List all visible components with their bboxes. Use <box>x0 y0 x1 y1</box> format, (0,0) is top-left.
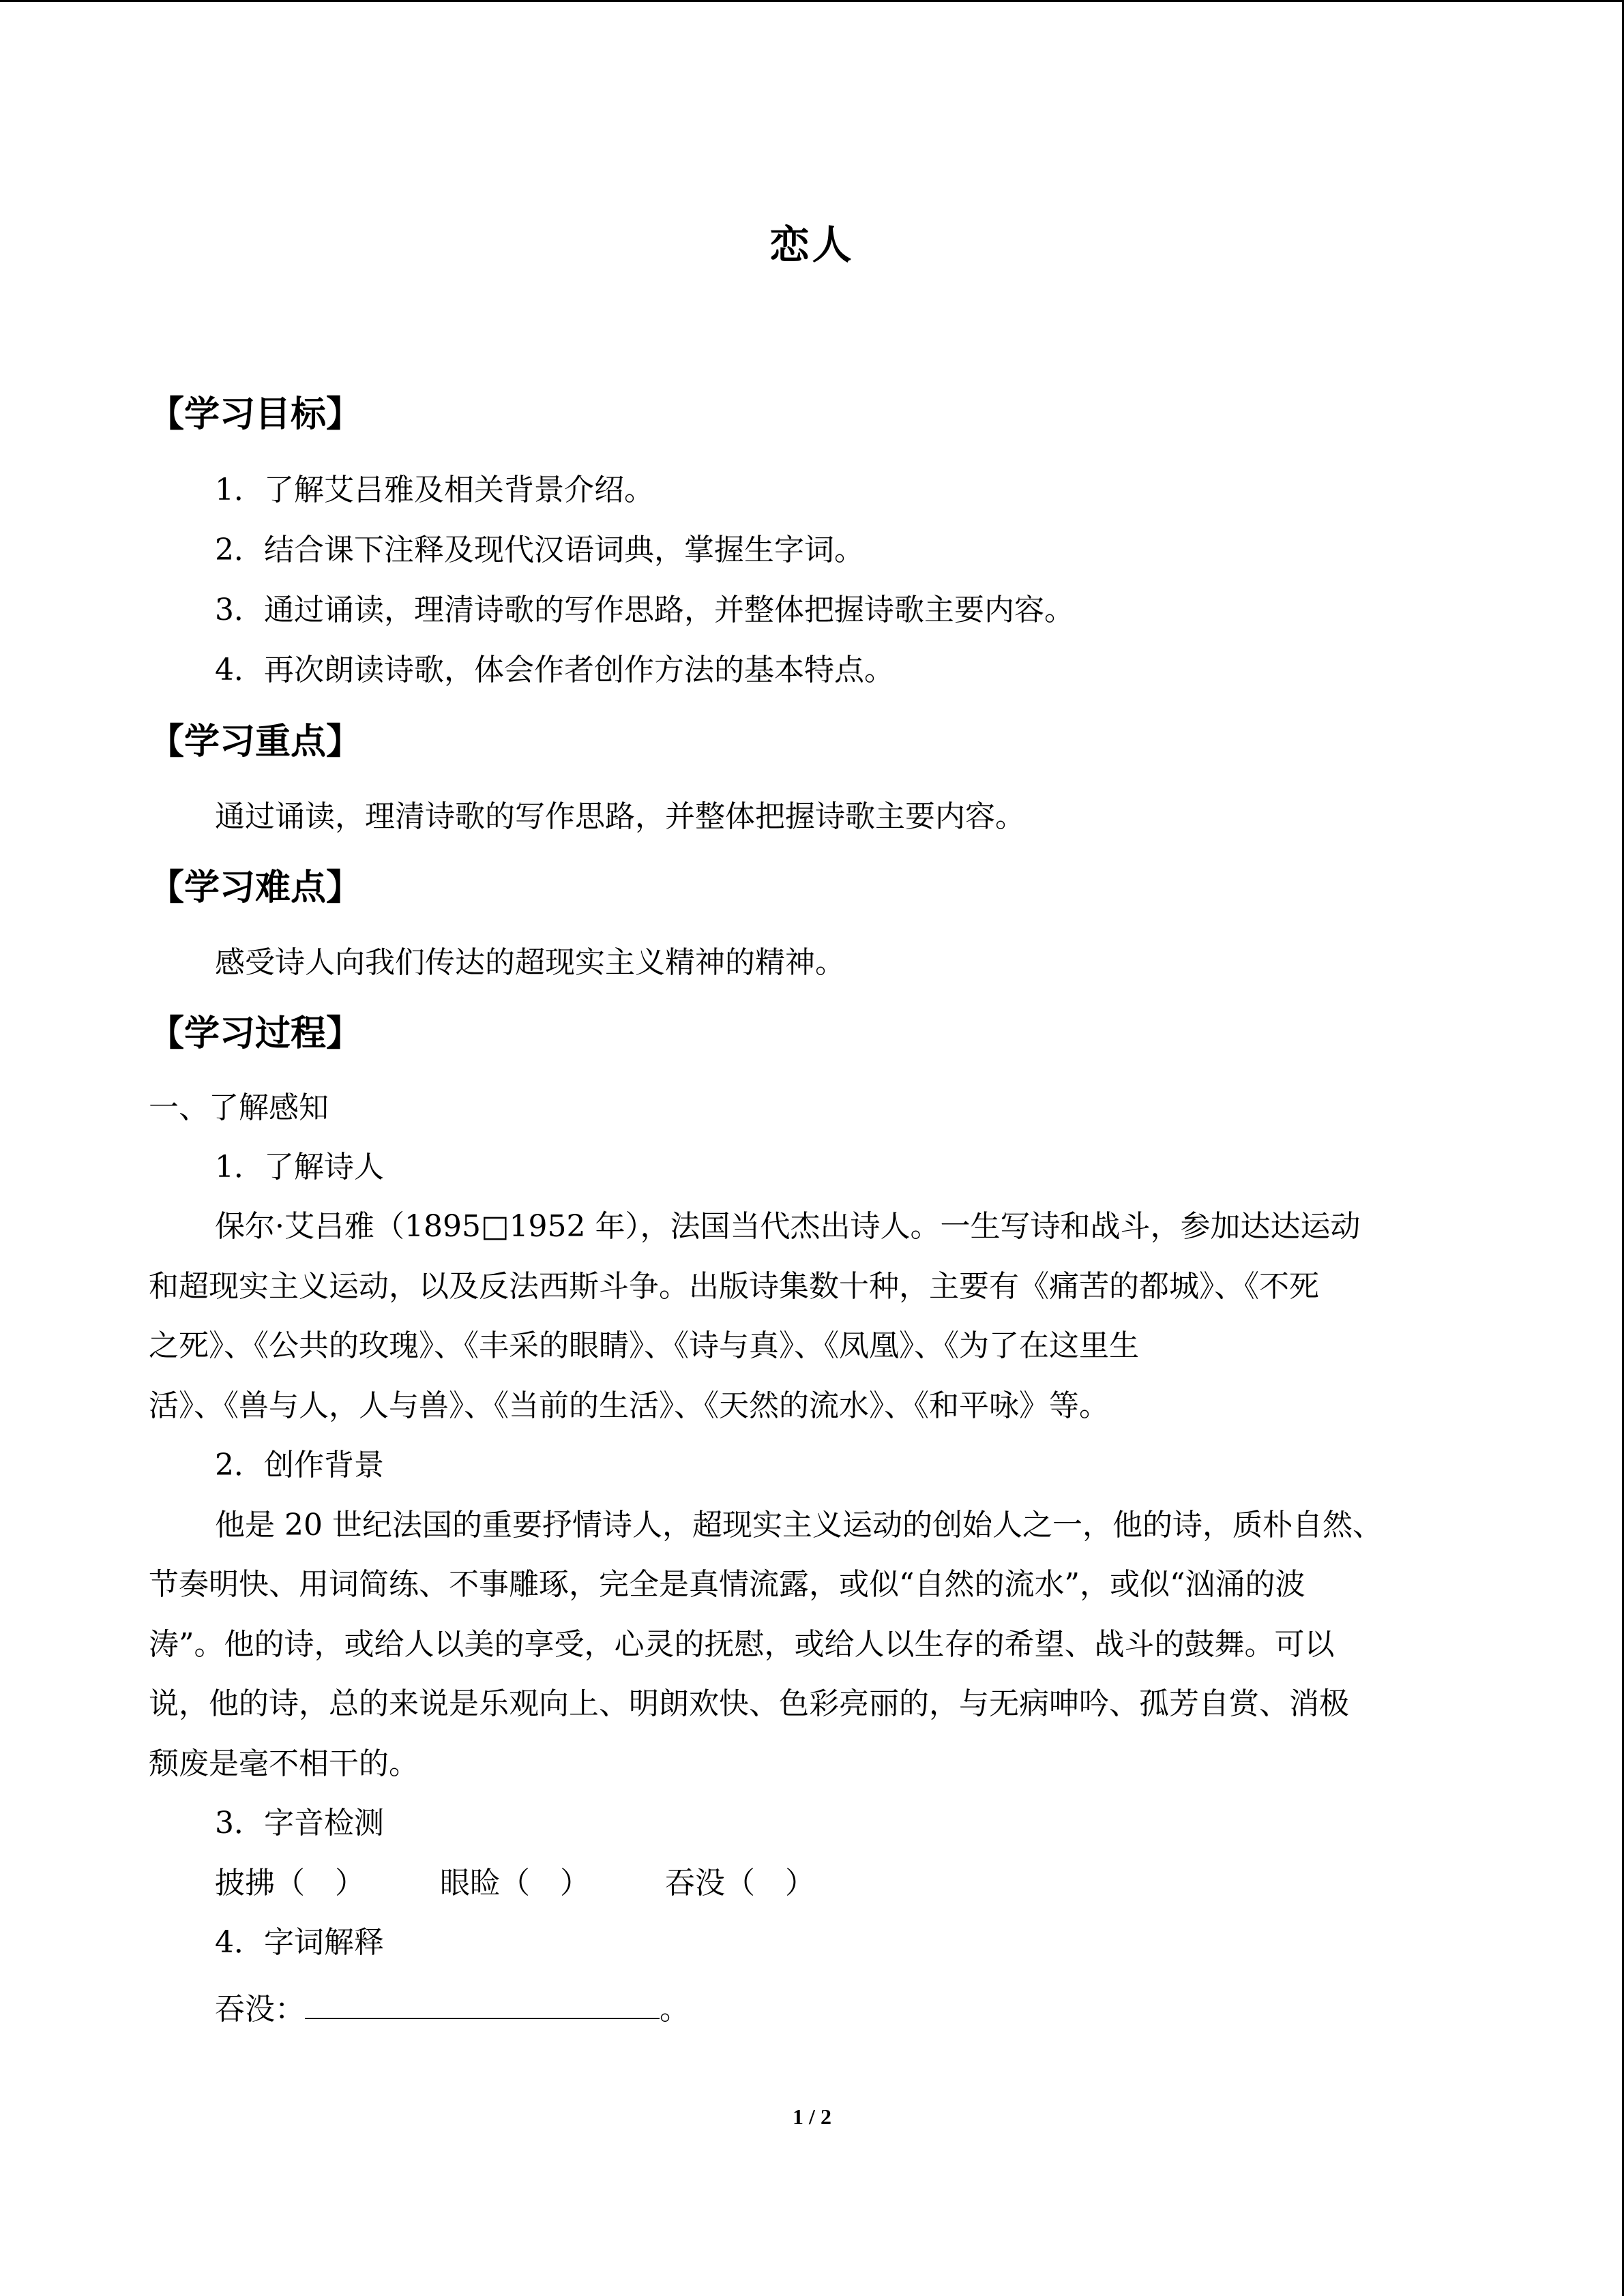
paragraph-line: 节奏明快、用词简练、不事雕琢，完全是真情流露，或似“自然的流水”，或似“汹涌的波 <box>149 1567 1305 1602</box>
paragraph-line: 和超现实主义运动，以及反法西斯斗争。出版诗集数十种，主要有《痛苦的都城》、《不死 <box>149 1269 1319 1304</box>
paragraph-line: 他是 20 世纪法国的重要抒情诗人，超现实主义运动的创始人之一，他的诗，质朴自然、 <box>215 1508 1383 1542</box>
part-title: 一、了解感知 <box>149 1090 329 1125</box>
section-heading-goals: 【学习目标】 <box>149 394 362 435</box>
definition-row <box>215 1988 690 2025</box>
paragraph-line: 涛”。他的诗，或给人以美的享受，心灵的抚慰，或给人以生存的希望、战斗的鼓舞。可以 <box>149 1627 1335 1662</box>
subsection-title: 4．字词解释 <box>215 1925 384 1960</box>
subsection-title: 1．了解诗人 <box>215 1150 384 1184</box>
section-heading-focus: 【学习重点】 <box>149 721 362 762</box>
subsection-title: 3．字音检测 <box>215 1806 384 1840</box>
subsection-title: 2．创作背景 <box>215 1448 384 1482</box>
pinyin-item: 披拂（ ） <box>215 1866 365 1900</box>
goal-item: 2．结合课下注释及现代汉语词典，掌握生字词。 <box>215 533 864 567</box>
focus-text: 通过诵读，理清诗歌的写作思路，并整体把握诗歌主要内容。 <box>215 799 1025 834</box>
pinyin-item: 吞没（ ） <box>665 1866 815 1900</box>
definition-end: 。 <box>660 1992 690 2027</box>
paragraph-line: 之死》、《公共的玫瑰》、《丰采的眼睛》、《诗与真》、《凤凰》、《为了在这里生 <box>149 1328 1139 1363</box>
page-title: 恋人 <box>769 222 855 268</box>
paragraph-line: 颓废是毫不相干的。 <box>149 1746 419 1781</box>
definition-label: 吞没： <box>215 1992 305 2027</box>
difficulty-text: 感受诗人向我们传达的超现实主义精神的精神。 <box>215 945 845 980</box>
section-heading-difficulty: 【学习难点】 <box>149 867 362 908</box>
pinyin-row <box>215 1868 815 1898</box>
paragraph-line: 活》、《兽与人，人与兽》、《当前的生活》、《天然的流水》、《和平咏》等。 <box>149 1388 1109 1423</box>
page-number: 1 / 2 <box>793 2104 831 2129</box>
paragraph-line: 保尔·艾吕雅（1895□1952 年），法国当代杰出诗人。一生写诗和战斗，参加达达运动 <box>215 1209 1361 1244</box>
goal-item: 3．通过诵读，理清诗歌的写作思路，并整体把握诗歌主要内容。 <box>215 593 1074 627</box>
goal-item: 1．了解艾吕雅及相关背景介绍。 <box>215 473 654 507</box>
section-heading-process: 【学习过程】 <box>149 1013 362 1054</box>
paragraph-line: 说，他的诗，总的来说是乐观向上、明朗欢快、色彩亮丽的，与无病呻吟、孤芳自赏、消极 <box>149 1686 1349 1721</box>
pinyin-item: 眼睑（ ） <box>440 1866 590 1900</box>
goal-item: 4．再次朗读诗歌，体会作者创作方法的基本特点。 <box>215 653 894 687</box>
answer-blank[interactable] <box>305 1988 660 2019</box>
